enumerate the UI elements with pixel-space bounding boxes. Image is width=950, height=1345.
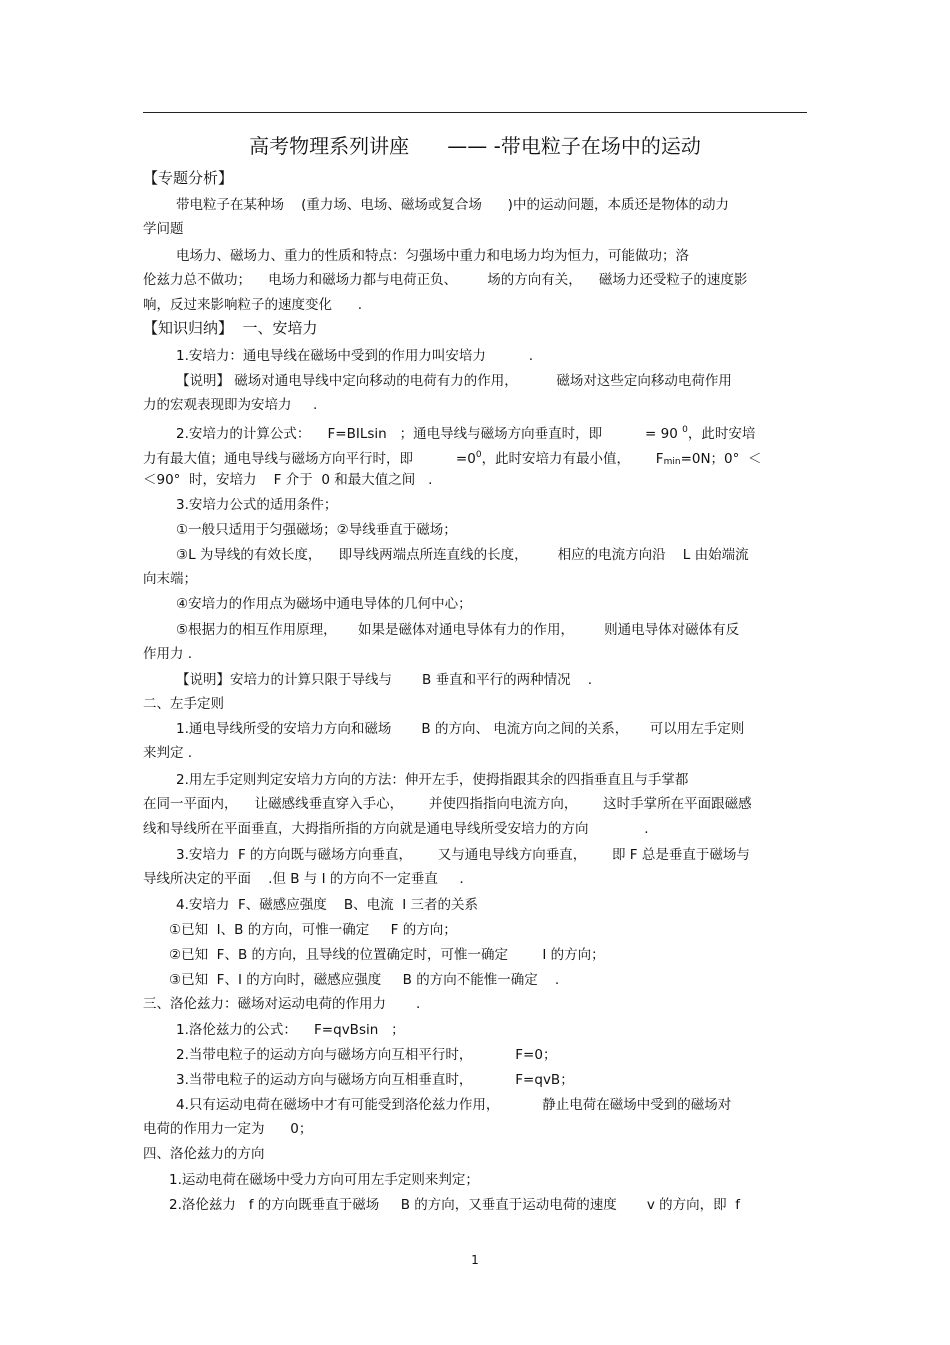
superscript: 0: [475, 450, 482, 460]
paragraph-line: 1.安培力：通电导线在磁场中受到的作用力叫安培力 .: [176, 348, 534, 364]
text-run: ，此时安培: [687, 426, 756, 442]
paragraph-line: ＜90° 时，安培力 F 介于 0 和最大值之间 .: [143, 472, 433, 488]
header-rule: [143, 112, 807, 113]
paragraph-line: 响，反过来影响粒子的速度变化 .: [143, 297, 363, 313]
section-heading: 二、左手定则: [143, 696, 224, 712]
page-title: 高考物理系列讲座 —— -带电粒子在场中的运动: [249, 134, 701, 158]
paragraph-line: 来判定 .: [143, 745, 193, 761]
text-run: 2.安培力的计算公式： F=BILsin ；通电导线与磁场方向垂直时，即 = 90: [176, 426, 683, 442]
paragraph-line: ⑤根据力的相互作用原理， 如果是磁体对通电导体有力的作用， 则通电导体对磁体有反: [176, 622, 740, 638]
paragraph-line: 3.安培力 F 的方向既与磁场方向垂直， 又与通电导线方向垂直， 即 F 总是垂直于磁场与: [176, 847, 750, 863]
paragraph-line: ②已知 F、B 的方向，且导线的位置确定时，可惟一确定 I 的方向；: [169, 947, 605, 963]
paragraph-line: 向末端；: [143, 571, 197, 587]
paragraph-line: 4.只有运动电荷在磁场中才有可能受到洛伦兹力作用， 静止电荷在磁场中受到的磁场对: [176, 1097, 732, 1113]
paragraph-line: 学问题: [143, 221, 184, 237]
superscript: 0: [682, 425, 688, 435]
paragraph-line: 3.安培力公式的适用条件；: [176, 497, 338, 513]
subscript: min: [663, 457, 681, 467]
paragraph-line: ①一般只适用于匀强磁场；②导线垂直于磁场；: [176, 522, 457, 538]
paragraph-line: 1.通电导线所受的安培力方向和磁场 B 的方向、 电流方向之间的关系， 可以用左手定则: [176, 721, 745, 737]
paragraph-line: 1.运动电荷在磁场中受力方向可用左手定则来判定；: [169, 1172, 479, 1188]
paragraph-line: [176, 421, 755, 443]
paragraph-line: ④安培力的作用点为磁场中通电导体的几何中心；: [176, 596, 472, 612]
paragraph-line: [143, 446, 761, 471]
paragraph-line: 线和导线所在平面垂直，大拇指所指的方向就是通电导线所受安培力的方向 .: [143, 821, 649, 837]
paragraph-line: 【说明】安培力的计算只限于导线与 B 垂直和平行的两种情况 .: [176, 672, 593, 688]
section-heading: 三、洛伦兹力：磁场对运动电荷的作用力 .: [143, 996, 421, 1012]
paragraph-line: 带电粒子在某种场 (重力场、电场、磁场或复合场 )中的运动问题，本质还是物体的动力: [176, 197, 729, 213]
section-topic-heading: 【专题分析】: [143, 169, 234, 187]
page-number: 1: [471, 1253, 479, 1267]
paragraph-line: 2.洛伦兹力 f 的方向既垂直于磁场 B 的方向，又垂直于运动电荷的速度 v 的方向，即 f: [169, 1197, 740, 1213]
paragraph-line: 1.洛伦兹力的公式： F=qvBsin ；: [176, 1022, 405, 1038]
text-run: ，此时安培力有最小值， F: [481, 451, 664, 467]
paragraph-line: 2.当带电粒子的运动方向与磁场方向互相平行时， F=0；: [176, 1047, 557, 1063]
paragraph-line: 4.安培力 F、磁感应强度 B、电流 I 三者的关系: [176, 897, 479, 913]
paragraph-line: 2.用左手定则判定安培力方向的方法：伸开左手，使拇指跟其余的四指垂直且与手掌都: [176, 772, 689, 788]
text-run: 力有最大值；通电导线与磁场方向平行时，即 =0: [143, 451, 476, 467]
section-heading: 四、洛伦兹力的方向: [143, 1146, 265, 1162]
paragraph-line: 导线所决定的平面 .但 B 与 I 的方向不一定垂直 .: [143, 871, 464, 887]
paragraph-line: 3.当带电粒子的运动方向与磁场方向互相垂直时， F=qvB；: [176, 1072, 574, 1088]
paragraph-line: 在同一平面内， 让磁感线垂直穿入手心， 并使四指指向电流方向， 这时手掌所在平面跟磁感: [143, 796, 752, 812]
section-knowledge-heading: 【知识归纳】 一、安培力: [143, 319, 318, 337]
paragraph-line: 电荷的作用力一定为 0；: [143, 1121, 313, 1137]
paragraph-line: 【说明】 磁场对通电导线中定向移动的电荷有力的作用， 磁场对这些定向移动电荷作用: [176, 373, 732, 389]
paragraph-line: ③L 为导线的有效长度， 即导线两端点所连直线的长度， 相应的电流方向沿 L 由始端流: [176, 547, 749, 563]
text-run: =0N；0° ＜: [680, 451, 762, 467]
paragraph-line: 电场力、磁场力、重力的性质和特点：匀强场中重力和电场力均为恒力，可能做功；洛: [176, 248, 689, 264]
paragraph-line: 力的宏观表现即为安培力 .: [143, 397, 318, 413]
paragraph-line: ③已知 F、I 的方向时，磁感应强度 B 的方向不能惟一确定 .: [169, 972, 560, 988]
paragraph-line: 作用力 .: [143, 646, 193, 662]
paragraph-line: ①已知 I、B 的方向，可惟一确定 F 的方向；: [169, 922, 457, 938]
paragraph-line: 伦兹力总不做功； 电场力和磁场力都与电荷正负、 场的方向有关， 磁场力还受粒子的速度影: [143, 272, 748, 288]
